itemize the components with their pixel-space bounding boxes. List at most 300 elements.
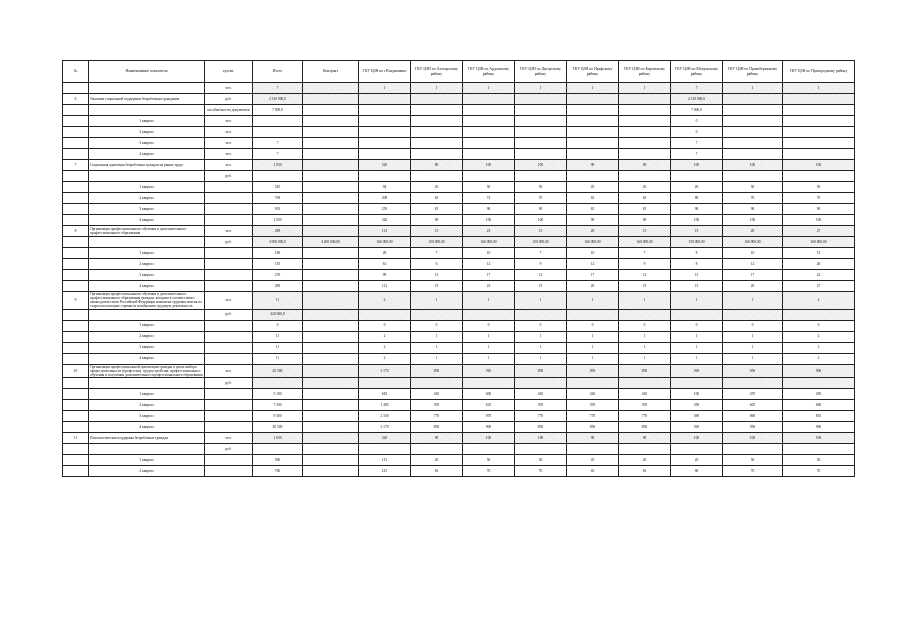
value-cell: 850 [515, 421, 567, 432]
indicator-name: Психологическая поддержка безработных граждан [89, 432, 205, 443]
value-cell [783, 377, 855, 388]
table-row [63, 454, 855, 465]
table-row [63, 281, 855, 292]
value-cell: 1 [671, 331, 723, 342]
value-cell [303, 342, 359, 353]
table-row [63, 399, 855, 410]
value-cell: 50 [723, 454, 783, 465]
table-row [63, 309, 855, 320]
value-cell [619, 127, 671, 138]
value-cell: 160 000,00 [463, 237, 515, 248]
value-cell [303, 432, 359, 443]
value-cell: 0 [671, 116, 723, 127]
value-cell [303, 454, 359, 465]
value-cell: 9 [619, 259, 671, 270]
value-cell: 45 [411, 182, 463, 193]
column-header: Наименование показателя [89, 61, 205, 83]
indicator-name: 2 квартал [89, 465, 205, 476]
value-cell: 1 [411, 342, 463, 353]
column-header: ГКУ ЦЗН по г.Владикавказ [359, 61, 411, 83]
value-cell [619, 377, 671, 388]
row-number: 9 [63, 292, 89, 310]
value-cell: 12 [567, 259, 619, 270]
value-cell: 1 [411, 83, 463, 94]
row-number [63, 399, 89, 410]
value-cell: 70 [723, 193, 783, 204]
value-cell: 100 [723, 160, 783, 171]
unit-cell: чел. [205, 83, 253, 94]
value-cell: 15 [619, 281, 671, 292]
value-cell [253, 443, 303, 454]
unit-cell: пособие/кол-во документов [205, 105, 253, 116]
value-cell: 0 [515, 320, 567, 331]
value-cell: 112 [359, 226, 411, 237]
value-cell: 1 [567, 292, 619, 310]
value-cell [411, 171, 463, 182]
value-cell [303, 320, 359, 331]
indicator-name: 1 квартал [89, 182, 205, 193]
value-cell: 1 [723, 353, 783, 364]
unit-cell: чел. [205, 292, 253, 310]
value-cell: 2 [359, 331, 411, 342]
unit-cell [205, 281, 253, 292]
value-cell: 595 [619, 399, 671, 410]
value-cell: 9 300 [253, 410, 303, 421]
table-row [63, 237, 855, 248]
value-cell [303, 149, 359, 160]
table-row [63, 331, 855, 342]
indicator-name [89, 105, 205, 116]
unit-cell: руб. [205, 377, 253, 388]
value-cell [515, 105, 567, 116]
indicator-name: 4 квартал [89, 281, 205, 292]
value-cell: 65 [411, 465, 463, 476]
value-cell: 645 [359, 388, 411, 399]
value-cell [567, 127, 619, 138]
value-cell [723, 377, 783, 388]
value-cell: 150 000,00 [411, 237, 463, 248]
value-cell: 760 [253, 465, 303, 476]
value-cell: 70 [783, 465, 855, 476]
value-cell [303, 331, 359, 342]
value-cell: 15 [671, 281, 723, 292]
column-header: ГКУ ЦЗН по Ардонскому району [463, 61, 515, 83]
value-cell [515, 127, 567, 138]
value-cell: 90 [619, 160, 671, 171]
value-cell [463, 171, 515, 182]
value-cell: 90 [671, 204, 723, 215]
value-cell: 13 [411, 270, 463, 281]
value-cell: 1 [567, 342, 619, 353]
unit-cell [205, 259, 253, 270]
value-cell [303, 259, 359, 270]
value-cell: 2 [783, 353, 855, 364]
value-cell: 850 [411, 364, 463, 377]
value-cell [253, 377, 303, 388]
value-cell: 70 [515, 193, 567, 204]
value-cell: 100 [671, 215, 723, 226]
value-cell [359, 443, 411, 454]
value-cell: 65 [567, 465, 619, 476]
value-cell: 100 [671, 388, 723, 399]
value-cell [515, 171, 567, 182]
value-cell: 12 [619, 270, 671, 281]
row-number [63, 259, 89, 270]
value-cell: 770 [411, 410, 463, 421]
value-cell [303, 270, 359, 281]
row-number: 10 [63, 364, 89, 377]
value-cell: 7 [515, 248, 567, 259]
indicator-name: 2 квартал [89, 193, 205, 204]
value-cell: 900 [783, 364, 855, 377]
value-cell [515, 309, 567, 320]
indicator-name: 2 квартал [89, 399, 205, 410]
value-cell: 1 [515, 342, 567, 353]
table-row [63, 259, 855, 270]
column-header: ГКУ ЦЗН по Алагирскому району [411, 61, 463, 83]
value-cell: 3 170 [359, 421, 411, 432]
value-cell [303, 116, 359, 127]
value-cell [567, 94, 619, 105]
value-cell: 2 [359, 353, 411, 364]
unit-cell: руб. [205, 171, 253, 182]
indicator-name: 4 квартал [89, 149, 205, 160]
value-cell: 100 [723, 215, 783, 226]
value-cell: 2 [783, 292, 855, 310]
unit-cell [205, 331, 253, 342]
value-cell: 0 [723, 320, 783, 331]
row-number: 11 [63, 432, 89, 443]
unit-cell [205, 465, 253, 476]
value-cell: 45 [619, 454, 671, 465]
value-cell: 115 [359, 454, 411, 465]
table-row [63, 292, 855, 310]
value-cell: 45 [619, 182, 671, 193]
table-row [63, 320, 855, 331]
value-cell: 7 [253, 138, 303, 149]
value-cell: 1 050 [253, 215, 303, 226]
value-cell: 1 [671, 342, 723, 353]
value-cell: 1 [515, 83, 567, 94]
value-cell: 1 [671, 353, 723, 364]
value-cell [463, 138, 515, 149]
row-number [63, 377, 89, 388]
table-row [63, 182, 855, 193]
table-row [63, 204, 855, 215]
value-cell: 7 [671, 138, 723, 149]
value-cell: 0 [619, 320, 671, 331]
unit-cell [205, 182, 253, 193]
value-cell [463, 309, 515, 320]
value-cell: 160 000,00 [619, 237, 671, 248]
value-cell [567, 105, 619, 116]
value-cell [411, 149, 463, 160]
row-number [63, 105, 89, 116]
value-cell [303, 399, 359, 410]
unit-cell: руб. [205, 443, 253, 454]
indicator-name: 1 квартал [89, 116, 205, 127]
value-cell: 100 [515, 432, 567, 443]
value-cell: 20 [723, 281, 783, 292]
table-row [63, 171, 855, 182]
value-cell: 70 [783, 193, 855, 204]
value-cell: 7 000,0 [671, 105, 723, 116]
value-cell: 155 [253, 259, 303, 270]
value-cell: 63 [411, 193, 463, 204]
value-cell: 1 [619, 353, 671, 364]
indicator-name: 1 квартал [89, 320, 205, 331]
value-cell: 112 [359, 281, 411, 292]
value-cell [567, 309, 619, 320]
value-cell [411, 443, 463, 454]
value-cell: 8 [671, 259, 723, 270]
value-cell [671, 443, 723, 454]
value-cell [463, 127, 515, 138]
value-cell: 100 [463, 432, 515, 443]
value-cell: 27 [783, 281, 855, 292]
value-cell: 7 [253, 149, 303, 160]
value-cell [463, 443, 515, 454]
table-row [63, 342, 855, 353]
value-cell: 90 [411, 432, 463, 443]
unit-cell [205, 320, 253, 331]
value-cell: 80 [411, 160, 463, 171]
value-cell: 1 [723, 342, 783, 353]
table-row [63, 465, 855, 476]
value-cell: 80 [671, 193, 723, 204]
row-number: 7 [63, 160, 89, 171]
value-cell: 2 [783, 331, 855, 342]
row-number [63, 182, 89, 193]
value-cell: 5 100 [253, 388, 303, 399]
indicator-name: 4 квартал [89, 421, 205, 432]
value-cell: 2 [359, 342, 411, 353]
unit-cell [205, 410, 253, 421]
row-number [63, 171, 89, 182]
unit-cell: руб. [205, 94, 253, 105]
value-cell: 320 [359, 160, 411, 171]
value-cell: 90 [515, 204, 567, 215]
table-row [63, 432, 855, 443]
table-row [63, 421, 855, 432]
value-cell [515, 377, 567, 388]
value-cell: 933 [253, 204, 303, 215]
value-cell [783, 138, 855, 149]
table-row [63, 116, 855, 127]
table-row [63, 94, 855, 105]
unit-cell: чел. [205, 138, 253, 149]
value-cell: 950 [723, 364, 783, 377]
value-cell [619, 443, 671, 454]
indicator-name: 2 квартал [89, 259, 205, 270]
row-number [63, 454, 89, 465]
value-cell: 1 [619, 342, 671, 353]
row-number [63, 270, 89, 281]
value-cell [303, 193, 359, 204]
value-cell: 15 [619, 226, 671, 237]
unit-cell [205, 215, 253, 226]
value-cell: 20 [783, 259, 855, 270]
value-cell: 320 [359, 215, 411, 226]
indicator-name: Организация профессионального обучения и дополнительного профессионального образования [89, 226, 205, 237]
value-cell: 950 [723, 421, 783, 432]
value-cell [303, 226, 359, 237]
value-cell: 150 000,00 [515, 237, 567, 248]
value-cell: 8 [671, 248, 723, 259]
value-cell: 50 [723, 182, 783, 193]
value-cell: 90 [567, 432, 619, 443]
value-cell [723, 149, 783, 160]
value-cell: 90 [567, 160, 619, 171]
value-cell: 15 [515, 226, 567, 237]
value-cell [359, 309, 411, 320]
value-cell: 27 [783, 226, 855, 237]
table-row [63, 270, 855, 281]
value-cell [783, 105, 855, 116]
value-cell: 65 [619, 465, 671, 476]
value-cell: 850 [515, 364, 567, 377]
value-cell: 70 [515, 465, 567, 476]
value-cell: 910 [463, 364, 515, 377]
value-cell [359, 94, 411, 105]
document-page [62, 60, 854, 477]
value-cell [303, 215, 359, 226]
indicator-name: Организация профессиональной ориентации граждан в целях выбора сферы деятельности (профессии), трудоустройства, профессионального обучения и получения дополнительного профессионального образования [90, 364, 203, 377]
value-cell [463, 377, 515, 388]
value-cell: 50 [783, 182, 855, 193]
value-cell [253, 116, 303, 127]
value-cell [619, 171, 671, 182]
value-cell: 1 485 [359, 399, 411, 410]
value-cell: 850 [619, 364, 671, 377]
value-cell: 94 [359, 182, 411, 193]
value-cell: 10 [567, 248, 619, 259]
row-number [63, 331, 89, 342]
value-cell: 390 [671, 410, 723, 421]
value-cell: 28 [359, 248, 411, 259]
value-cell [303, 171, 359, 182]
table-row [63, 105, 855, 116]
value-cell: 17 [463, 270, 515, 281]
value-cell [359, 127, 411, 138]
table-row [63, 388, 855, 399]
value-cell: 7 [253, 83, 303, 94]
value-cell: 90 [619, 215, 671, 226]
value-cell [411, 94, 463, 105]
value-cell: 1 [463, 353, 515, 364]
value-cell: 420 [567, 388, 619, 399]
value-cell: 15 [411, 226, 463, 237]
value-cell: 13 [671, 270, 723, 281]
value-cell: 20 [671, 182, 723, 193]
unit-cell: чел. [205, 226, 253, 237]
column-header: ГКУ ЦЗН по Дигорскому району [515, 61, 567, 83]
value-cell: 0 [783, 320, 855, 331]
row-number [63, 421, 89, 432]
table-row [63, 149, 855, 160]
unit-cell: чел. [205, 127, 253, 138]
value-cell: 100 [463, 160, 515, 171]
unit-cell [205, 270, 253, 281]
indicator-name: 4 квартал [89, 215, 205, 226]
value-cell [567, 443, 619, 454]
value-cell: 635 [463, 399, 515, 410]
value-cell: 270 [253, 270, 303, 281]
value-cell: 63 [567, 193, 619, 204]
value-cell [303, 105, 359, 116]
value-cell [783, 127, 855, 138]
value-cell: 850 [411, 421, 463, 432]
value-cell: 0 [463, 320, 515, 331]
value-cell: 259 [359, 204, 411, 215]
value-cell: 100 [723, 432, 783, 443]
value-cell: 1 [515, 353, 567, 364]
value-cell: 930 [671, 364, 723, 377]
value-cell: 7 200 [253, 399, 303, 410]
value-cell: 20 [567, 281, 619, 292]
unit-cell [205, 353, 253, 364]
table-row [63, 377, 855, 388]
value-cell: 50 [515, 182, 567, 193]
indicator-name: 2 квартал [89, 331, 205, 342]
value-cell: 345 [253, 182, 303, 193]
value-cell: 3 000 000,0 [253, 237, 303, 248]
value-cell [303, 94, 359, 105]
column-header: Контракт [303, 61, 359, 83]
value-cell: 1 [463, 83, 515, 94]
unit-cell: руб. [205, 309, 253, 320]
value-cell: 15 [671, 226, 723, 237]
value-cell: 1 050 [253, 160, 303, 171]
unit-cell [205, 204, 253, 215]
indicator-name [89, 237, 205, 248]
row-number [63, 138, 89, 149]
value-cell [411, 138, 463, 149]
value-cell: 100 [515, 160, 567, 171]
value-cell: 900 [783, 421, 855, 432]
table-row [63, 226, 855, 237]
unit-cell [205, 399, 253, 410]
value-cell [411, 127, 463, 138]
unit-cell: чел. [205, 432, 253, 443]
value-cell: 595 [515, 399, 567, 410]
value-cell: 12 [723, 259, 783, 270]
value-cell: 0 [671, 320, 723, 331]
value-cell: 769 [253, 193, 303, 204]
value-cell [359, 171, 411, 182]
value-cell: 100 [783, 432, 855, 443]
value-cell: 4 200 000,00 [303, 237, 359, 248]
value-cell: 220 000,0 [253, 309, 303, 320]
value-cell: 90 [619, 432, 671, 443]
value-cell: 23 [463, 281, 515, 292]
value-cell: 870 [463, 410, 515, 421]
indicator-name: Оказание социальной поддержки безработным гражданам [89, 94, 205, 105]
row-number [63, 127, 89, 138]
value-cell: 100 [783, 160, 855, 171]
value-cell [671, 309, 723, 320]
value-cell [303, 138, 359, 149]
value-cell: 81 [411, 204, 463, 215]
value-cell: 0 [253, 320, 303, 331]
value-cell [619, 105, 671, 116]
value-cell [359, 149, 411, 160]
value-cell [783, 149, 855, 160]
value-cell: 855 [783, 410, 855, 421]
value-cell: 50 [463, 454, 515, 465]
indicator-name: 3 квартал [89, 270, 205, 281]
data-table [62, 60, 855, 477]
